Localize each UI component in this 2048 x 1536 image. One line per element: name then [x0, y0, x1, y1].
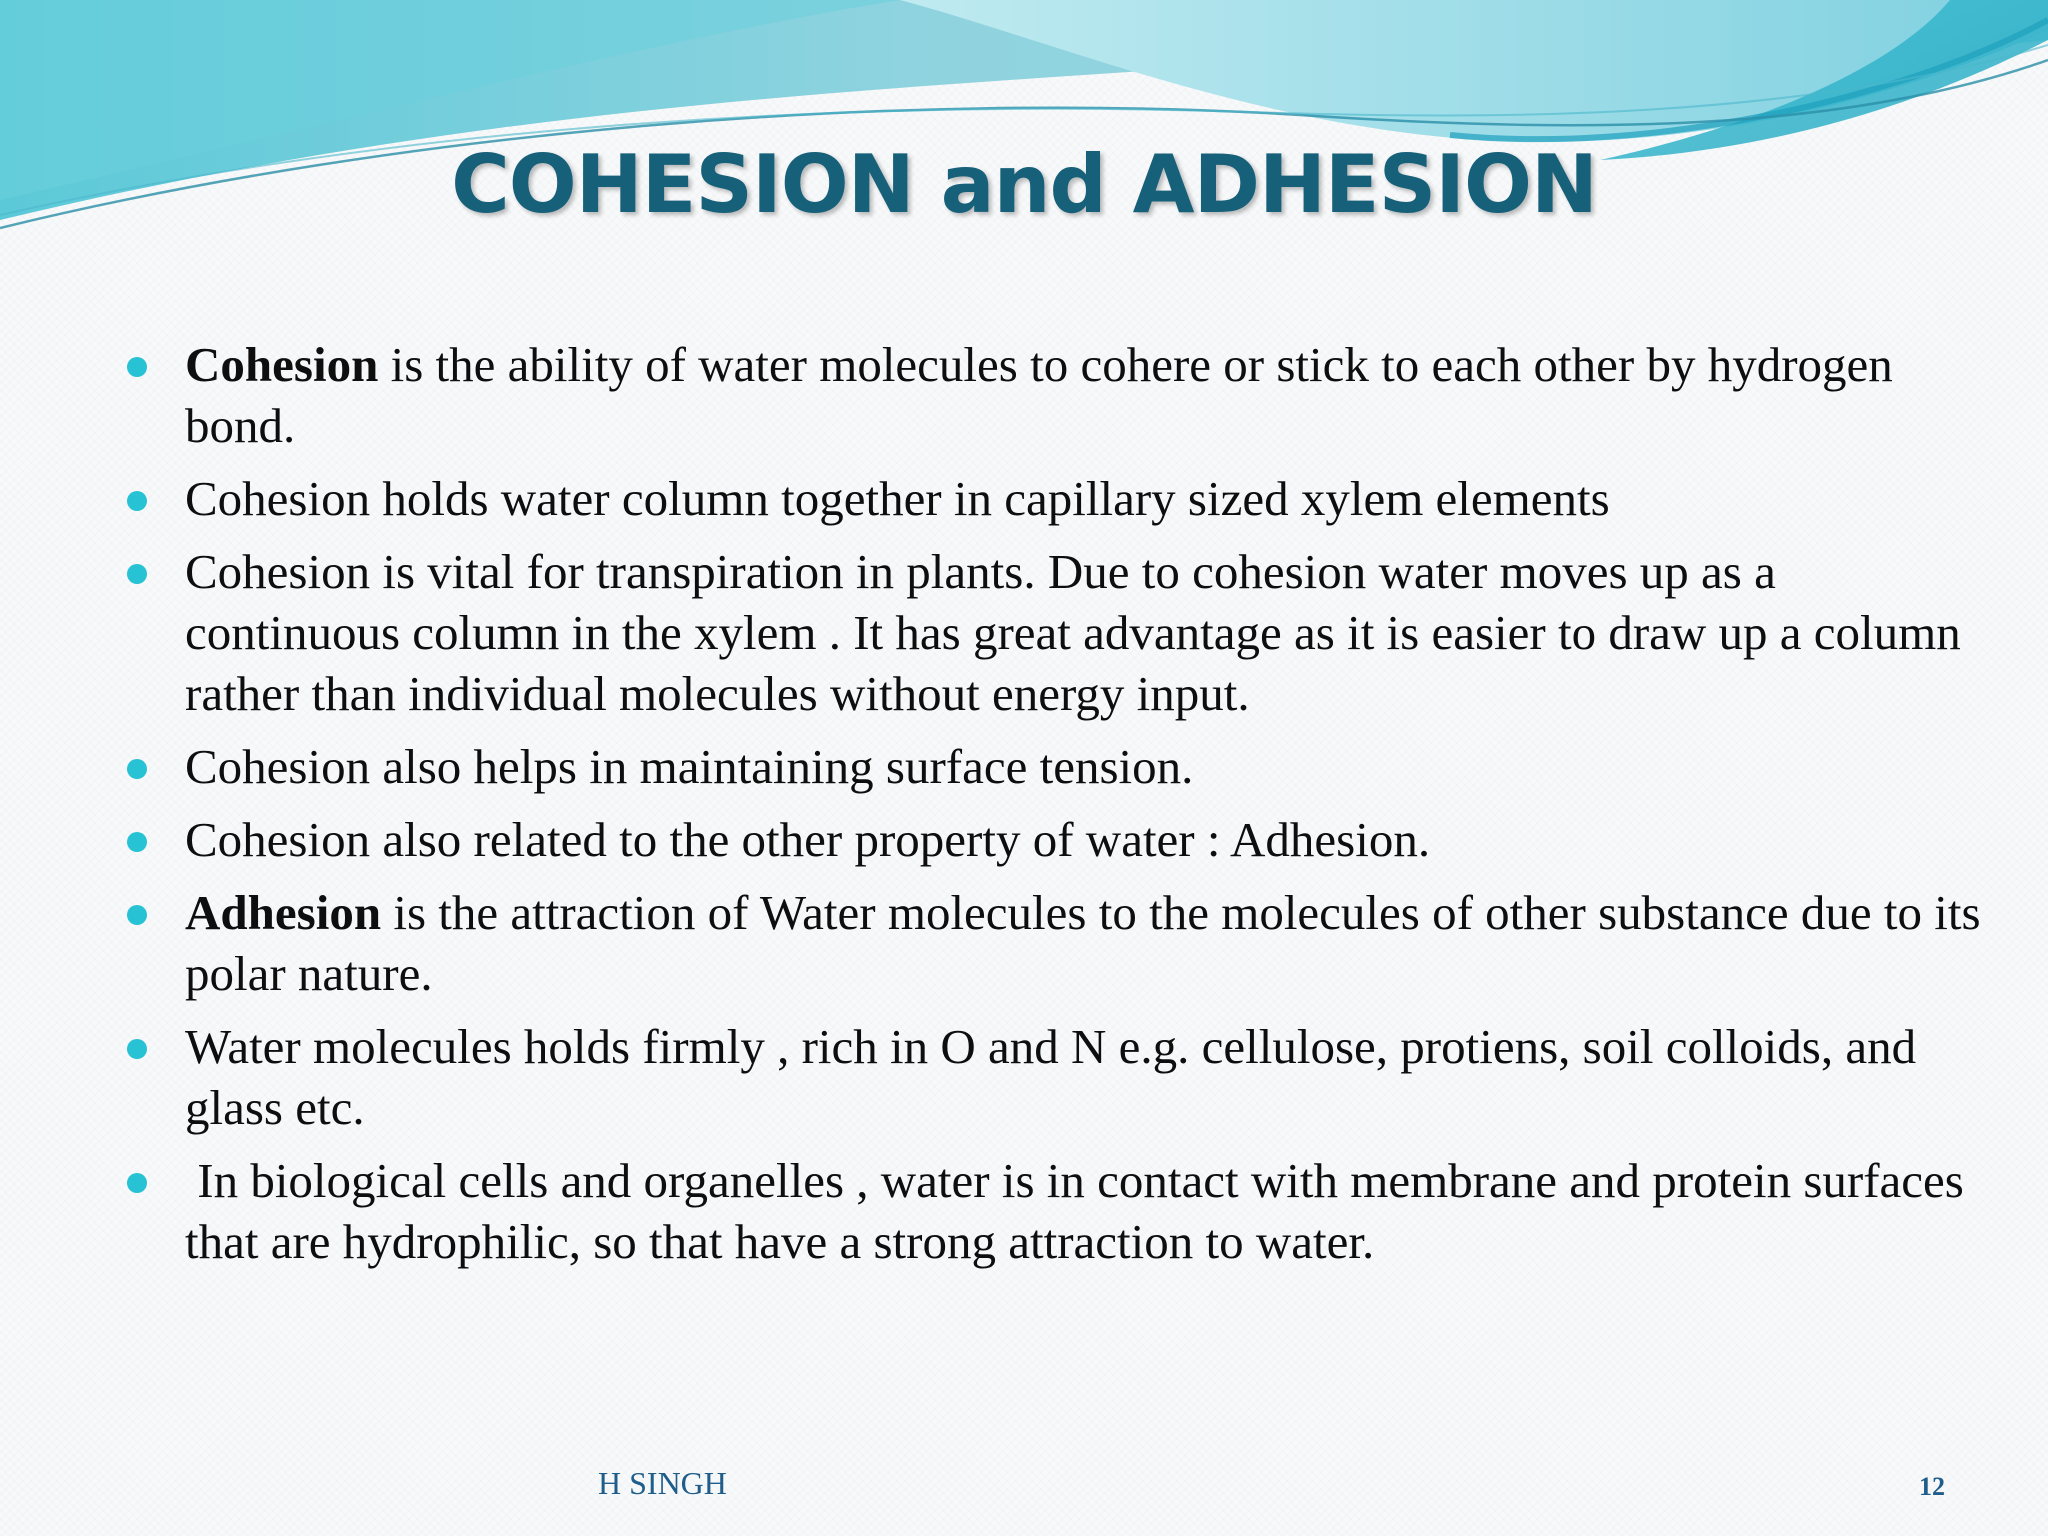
bullet-bold-term: Adhesion [185, 885, 382, 940]
footer-author: H SINGH [598, 1465, 727, 1501]
bullet-text: Cohesion holds water column together in capillary sized xylem elements [185, 471, 1610, 526]
bullet-text: is the attraction of Water molecules to the molecules of other substance due to its polar nature. [185, 885, 1981, 1001]
bullet-dot-icon [127, 832, 147, 852]
list-item [0, 1150, 2048, 1272]
list-item [0, 334, 2048, 456]
slide-title: COHESION and ADHESION [451, 138, 1597, 231]
bullet-text: Cohesion also related to the other property of water : Adhesion. [185, 812, 1431, 867]
list-item [0, 736, 2048, 797]
list-item [0, 1016, 2048, 1138]
bullet-dot-icon [127, 905, 147, 925]
bullet-dot-icon [127, 564, 147, 584]
page-number: 12 [1919, 1472, 1945, 1501]
bullet-text: is the ability of water molecules to cohere or stick to each other by hydrogen bond. [185, 337, 1893, 453]
list-item [0, 882, 2048, 1004]
bullet-bold-term: Cohesion [185, 337, 379, 392]
bullet-dot-icon [127, 1039, 147, 1059]
list-item [0, 541, 2048, 724]
list-item [0, 809, 2048, 870]
list-item [0, 468, 2048, 529]
bullet-text: Cohesion is vital for transpiration in plants. Due to cohesion water moves up as a continuous column in the xylem . It has great advantage as it is easier to draw up a column rather than individual molecules without energy input. [185, 544, 1961, 721]
bullet-dot-icon [127, 357, 147, 377]
bullet-list [0, 334, 2048, 1284]
bullet-dot-icon [127, 491, 147, 511]
bullet-dot-icon [127, 759, 147, 779]
bullet-text: Cohesion also helps in maintaining surface tension. [185, 739, 1194, 794]
bullet-text: In biological cells and organelles , water is in contact with membrane and protein surfaces that are hydrophilic, so that have a strong attraction to water. [185, 1153, 1977, 1269]
bullet-dot-icon [127, 1173, 147, 1193]
bullet-text: Water molecules holds firmly , rich in O and N e.g. cellulose, protiens, soil colloids, and glass etc. [185, 1019, 1917, 1135]
